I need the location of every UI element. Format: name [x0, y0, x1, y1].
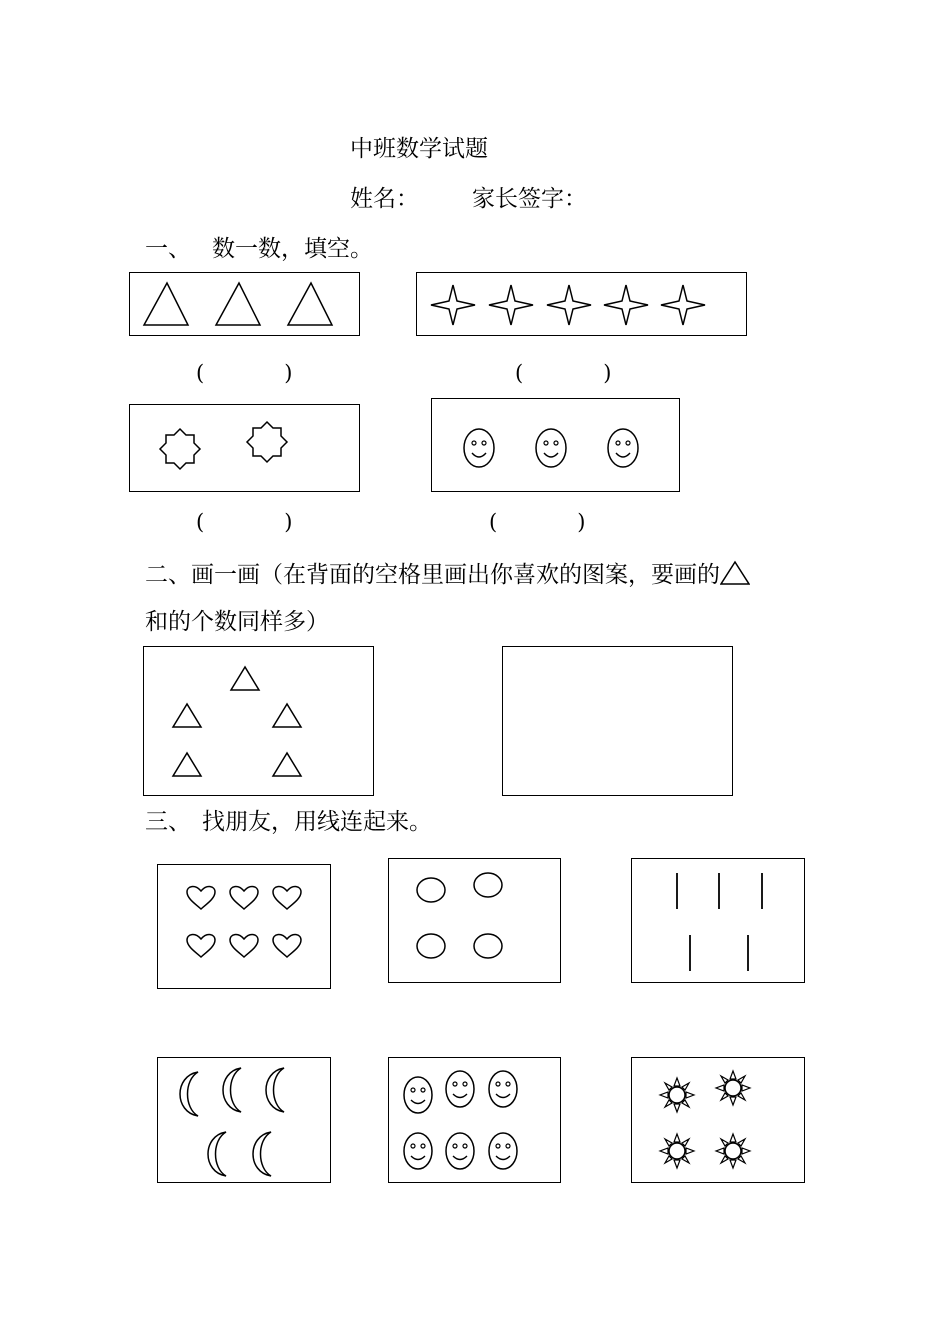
smiley-group-2 — [389, 1058, 562, 1184]
triangle-icon — [173, 753, 201, 776]
section1-instruction: 数一数，填空。 — [212, 236, 373, 262]
smiley-face-icon — [536, 429, 566, 467]
triangle-icon — [144, 283, 188, 325]
sun-box[interactable] — [631, 1057, 805, 1183]
triangle-group — [130, 273, 361, 337]
smiley-face-icon — [489, 1071, 517, 1107]
heart-icon — [273, 935, 301, 957]
heart-box[interactable] — [157, 864, 331, 989]
heart-icon — [230, 935, 258, 957]
smiley-box[interactable] — [388, 1057, 561, 1183]
four-point-star-icon — [431, 285, 475, 325]
sun-icon — [660, 1078, 694, 1112]
blank-drawing-box[interactable] — [502, 646, 733, 796]
sun-group — [632, 1058, 806, 1184]
octagram-count-box — [129, 404, 360, 492]
sun-icon — [716, 1134, 750, 1168]
smiley-count-box — [431, 398, 680, 492]
crescent-moon-icon — [208, 1132, 226, 1176]
triangle-icon — [273, 753, 301, 776]
sample-triangle-box — [143, 646, 374, 796]
crescent-moon-icon — [180, 1072, 198, 1116]
four-point-star-icon — [604, 285, 648, 325]
sample-triangle-group — [144, 647, 375, 797]
smiley-face-icon — [446, 1133, 474, 1169]
oval-icon — [417, 878, 445, 902]
line-group — [632, 859, 806, 984]
triangle-icon — [173, 704, 201, 727]
name-label: 姓名： — [350, 186, 419, 212]
star-count-box — [416, 272, 747, 336]
sun-icon — [660, 1134, 694, 1168]
smiley-face-icon — [464, 429, 494, 467]
answer-blank-octagrams[interactable]: ( ) — [196, 510, 293, 534]
heart-icon — [187, 935, 215, 957]
triangle-icon — [231, 667, 259, 690]
smiley-face-icon — [446, 1071, 474, 1107]
section3-number: 三、 — [145, 809, 191, 835]
four-point-star-icon — [661, 285, 705, 325]
heart-icon — [273, 887, 301, 909]
oval-icon — [417, 934, 445, 958]
triangle-icon — [288, 283, 332, 325]
moon-group — [158, 1058, 332, 1184]
octagram-group — [130, 405, 361, 493]
eight-point-star-icon — [247, 422, 287, 462]
section2-instruction-line1: 二、画一画（在背面的空格里画出你喜欢的图案，要画的 — [145, 560, 750, 590]
four-point-star-icon — [489, 285, 533, 325]
crescent-moon-icon — [253, 1132, 271, 1176]
four-point-star-icon — [547, 285, 591, 325]
answer-blank-triangles[interactable]: ( ) — [196, 361, 293, 385]
oval-group — [389, 859, 562, 984]
answer-blank-stars[interactable]: ( ) — [515, 361, 612, 385]
page-title: 中班数学试题 — [350, 136, 488, 162]
section1-number: 一、 — [145, 236, 191, 262]
triangle-icon — [216, 283, 260, 325]
crescent-moon-icon — [223, 1068, 241, 1112]
triangle-icon — [720, 560, 750, 586]
triangle-icon — [273, 704, 301, 727]
sun-icon — [716, 1071, 750, 1105]
eight-point-star-icon — [160, 429, 200, 469]
heart-icon — [187, 887, 215, 909]
moon-box[interactable] — [157, 1057, 331, 1183]
smiley-face-icon — [404, 1077, 432, 1113]
smiley-face-icon — [489, 1133, 517, 1169]
star-group — [417, 273, 748, 337]
line-box[interactable] — [631, 858, 805, 983]
triangle-count-box — [129, 272, 360, 336]
parent-sign-label: 家长签字： — [472, 186, 587, 212]
smiley-face-icon — [608, 429, 638, 467]
answer-blank-smileys[interactable]: ( ) — [489, 510, 586, 534]
oval-icon — [474, 873, 502, 897]
heart-group — [158, 865, 332, 990]
section3-instruction: 找朋友，用线连起来。 — [202, 809, 432, 835]
smiley-face-icon — [404, 1133, 432, 1169]
section2-instruction-line2: 和的个数同样多） — [145, 609, 329, 635]
heart-icon — [230, 887, 258, 909]
oval-box[interactable] — [388, 858, 561, 983]
smiley-group — [432, 399, 681, 493]
crescent-moon-icon — [266, 1068, 284, 1112]
oval-icon — [474, 934, 502, 958]
